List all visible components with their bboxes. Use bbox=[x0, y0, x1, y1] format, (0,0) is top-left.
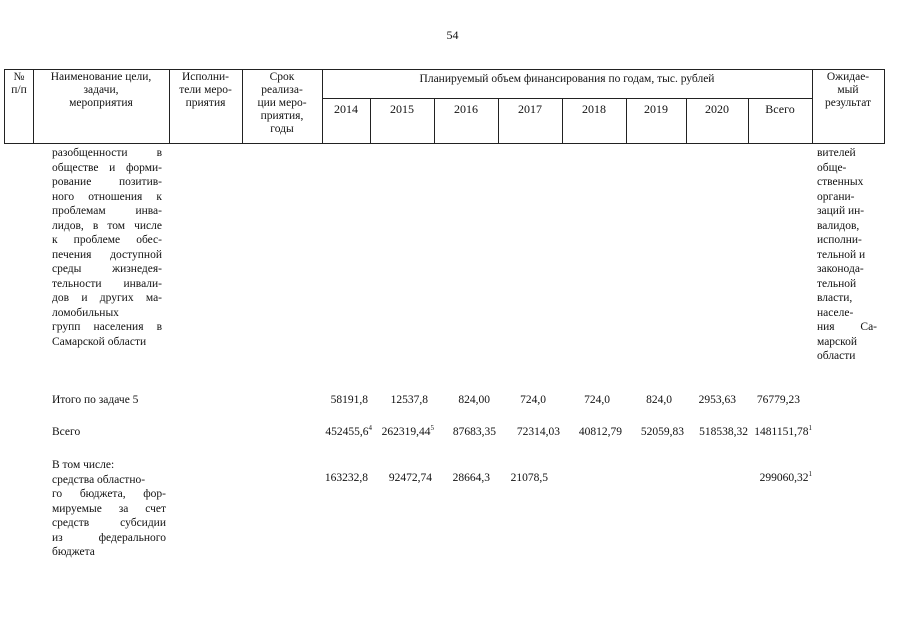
header-year-2017: 2017 bbox=[518, 102, 542, 116]
cell-total-2015: 262319,44$^5$ bbox=[381, 424, 434, 438]
header-year-2020: 2020 bbox=[705, 102, 729, 116]
cell-incl-2017: 21078,5 bbox=[510, 472, 548, 484]
header-year-2019: 2019 bbox=[644, 102, 668, 116]
row-task5-label: Итого по задаче 5 bbox=[52, 394, 139, 406]
cell-task5-2018: 724,0 bbox=[584, 394, 610, 406]
cell-task5-2019: 824,0 bbox=[646, 394, 672, 406]
cell-total-2018: 40812,79 bbox=[578, 426, 622, 438]
cell-incl-2015: 92472,74 bbox=[388, 472, 432, 484]
cell-total-2017: 72314,03 bbox=[516, 426, 560, 438]
header-col-plan: Планируемый объем финансирования по годам, тыс. рублей bbox=[419, 73, 715, 85]
cell-incl-2016: 28664,3 bbox=[452, 472, 490, 484]
header-year-2015: 2015 bbox=[390, 102, 414, 116]
cell-total-2016: 87683,35 bbox=[452, 426, 496, 438]
cell-task5-2014: 58191,8 bbox=[330, 394, 368, 406]
cell-total-2014: 452455,6$^4$ bbox=[325, 424, 372, 438]
header-col-term: Срок реализа- ции меро- приятия, годы bbox=[257, 71, 307, 135]
page-number: 54 bbox=[446, 28, 459, 42]
cell-total-total: 1481151,78$^1$ bbox=[754, 424, 812, 438]
task-name-continued: разобщенности в обществе и форми- рование позитив- ного отношения к проблемам инва- лидов, в том числе к проблеме обес- печения доступной среды жизнедея- тельности инвали- дов и других ма- ломобильных групп населения в Самарской области bbox=[52, 147, 162, 348]
row-total-label: Всего bbox=[52, 426, 81, 438]
header-year-total: Всего bbox=[765, 102, 795, 116]
cell-task5-2016: 824,00 bbox=[458, 394, 490, 406]
header-col-name: Наименование цели, задачи, мероприятия bbox=[50, 71, 152, 109]
cell-total-2020: 518538,32 bbox=[699, 426, 748, 438]
cell-incl-total: 299060,32$^1$ bbox=[759, 470, 812, 484]
cell-task5-2017: 724,0 bbox=[520, 394, 546, 406]
cell-task5-2015: 12537,8 bbox=[390, 394, 428, 406]
expected-result-continued: вителей обще- ственных органи- заций ин- валидов, исполни- тельной и законода- тельной власти, населе- ния Са- марской области bbox=[817, 147, 877, 362]
header-col-result: Ожидае- мый результат bbox=[824, 71, 872, 109]
header-year-2018: 2018 bbox=[582, 102, 606, 116]
header-col-no: № п/п bbox=[11, 71, 27, 96]
header-year-2016: 2016 bbox=[454, 102, 478, 116]
header-col-executors: Исполни- тели меро- приятия bbox=[179, 71, 232, 109]
header-year-2014: 2014 bbox=[334, 102, 358, 116]
row-incl-label: В том числе: средства областно- го бюджета, фор- мируемые за счет средств субсидии из федерального бюджета bbox=[52, 459, 166, 558]
cell-task5-total: 76779,23 bbox=[756, 394, 800, 406]
cell-task5-2020: 2953,63 bbox=[698, 394, 736, 406]
cell-total-2019: 52059,83 bbox=[640, 426, 684, 438]
cell-incl-2014: 163232,8 bbox=[324, 472, 368, 484]
